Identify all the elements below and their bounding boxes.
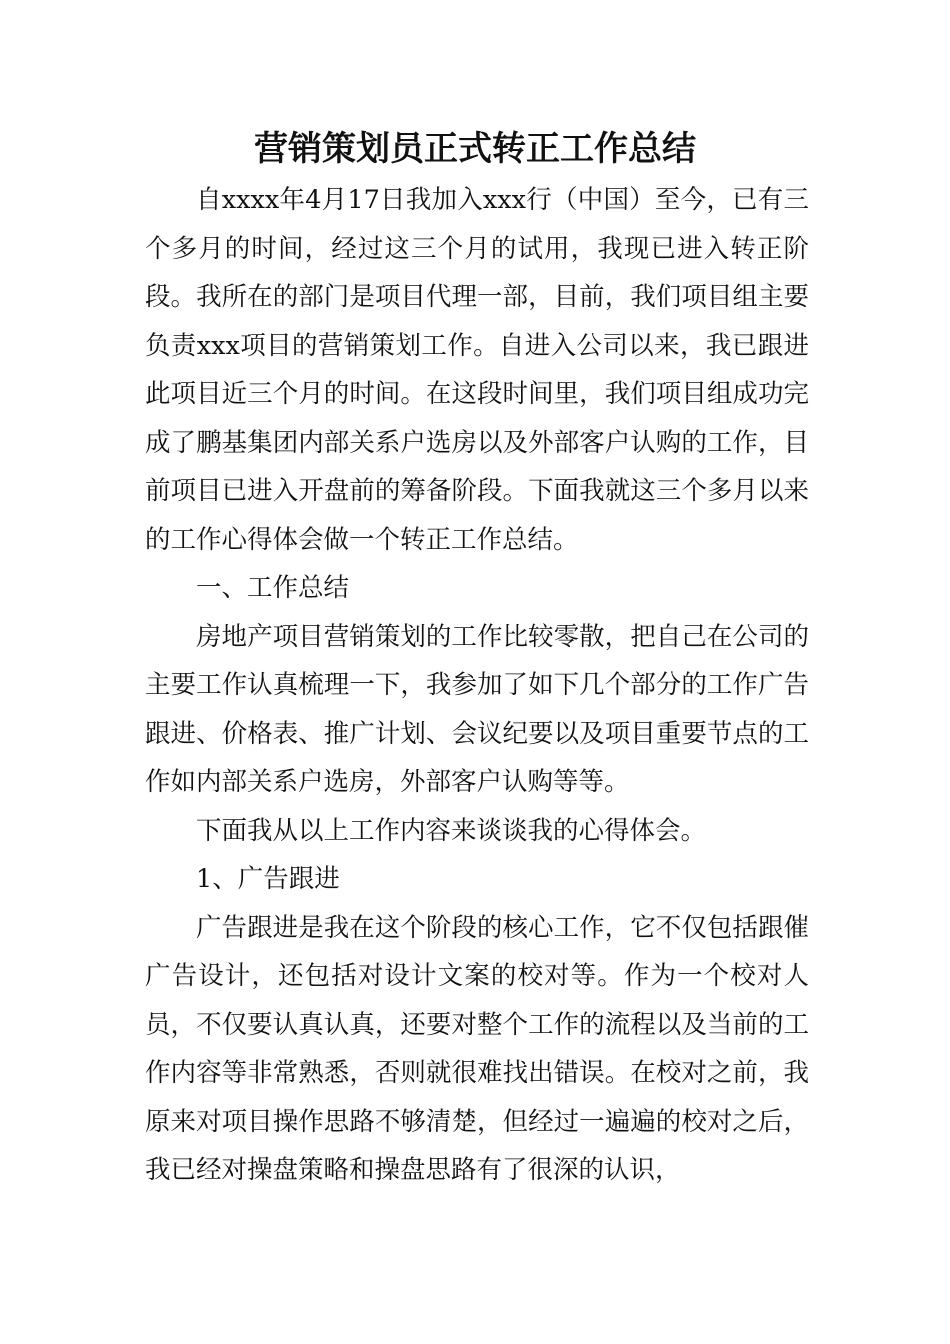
subsection-heading-ad-followup: 1、广告跟进 (196, 864, 340, 894)
paragraph-work-overview: 房地产项目营销策划的工作比较零散，把自己在公司的主要工作认真梳理一下，我参加了如下几个部分的工作广告跟进、价格表、推广计划、会议纪要以及项目重要节点的工作如内部关系户选房，外部客户认购等等。 (145, 621, 809, 797)
paragraph-intro: 自xxxx年4月17日我加入xxx行（中国）至今，已有三个多月的时间，经过这三个月的试用，我现已进入转正阶段。我所在的部门是项目代理一部，目前，我们项目组主要负责xxx项目的营销策划工作。自进入公司以来，我已跟进此项目近三个月的时间。在这段时间里，我们项目组成功完成了鹏基集团内部关系户选房以及外部客户认购的工作，目前项目已进入开盘前的筹备阶段。下面我就这三个多月以来的工作心得体会做一个转正工作总结。 (145, 185, 809, 555)
document-title: 营销策划员正式转正工作总结 (254, 129, 696, 169)
paragraph-ad-followup: 广告跟进是我在这个阶段的核心工作，它不仅包括跟催广告设计，还包括对设计文案的校对等。作为一个校对人员，不仅要认真认真，还要对整个工作的流程以及当前的工作内容等非常熟悉，否则就很难找出错误。在校对之前，我原来对项目操作思路不够清楚，但经过一遍遍的校对之后，我已经对操盘策略和操盘思路有了很深的认识， (145, 912, 809, 1185)
section-heading-work-summary: 一、工作总结 (196, 573, 350, 603)
paragraph-transition: 下面我从以上工作内容来谈谈我的心得体会。 (196, 815, 707, 846)
document-body (145, 176, 809, 1195)
